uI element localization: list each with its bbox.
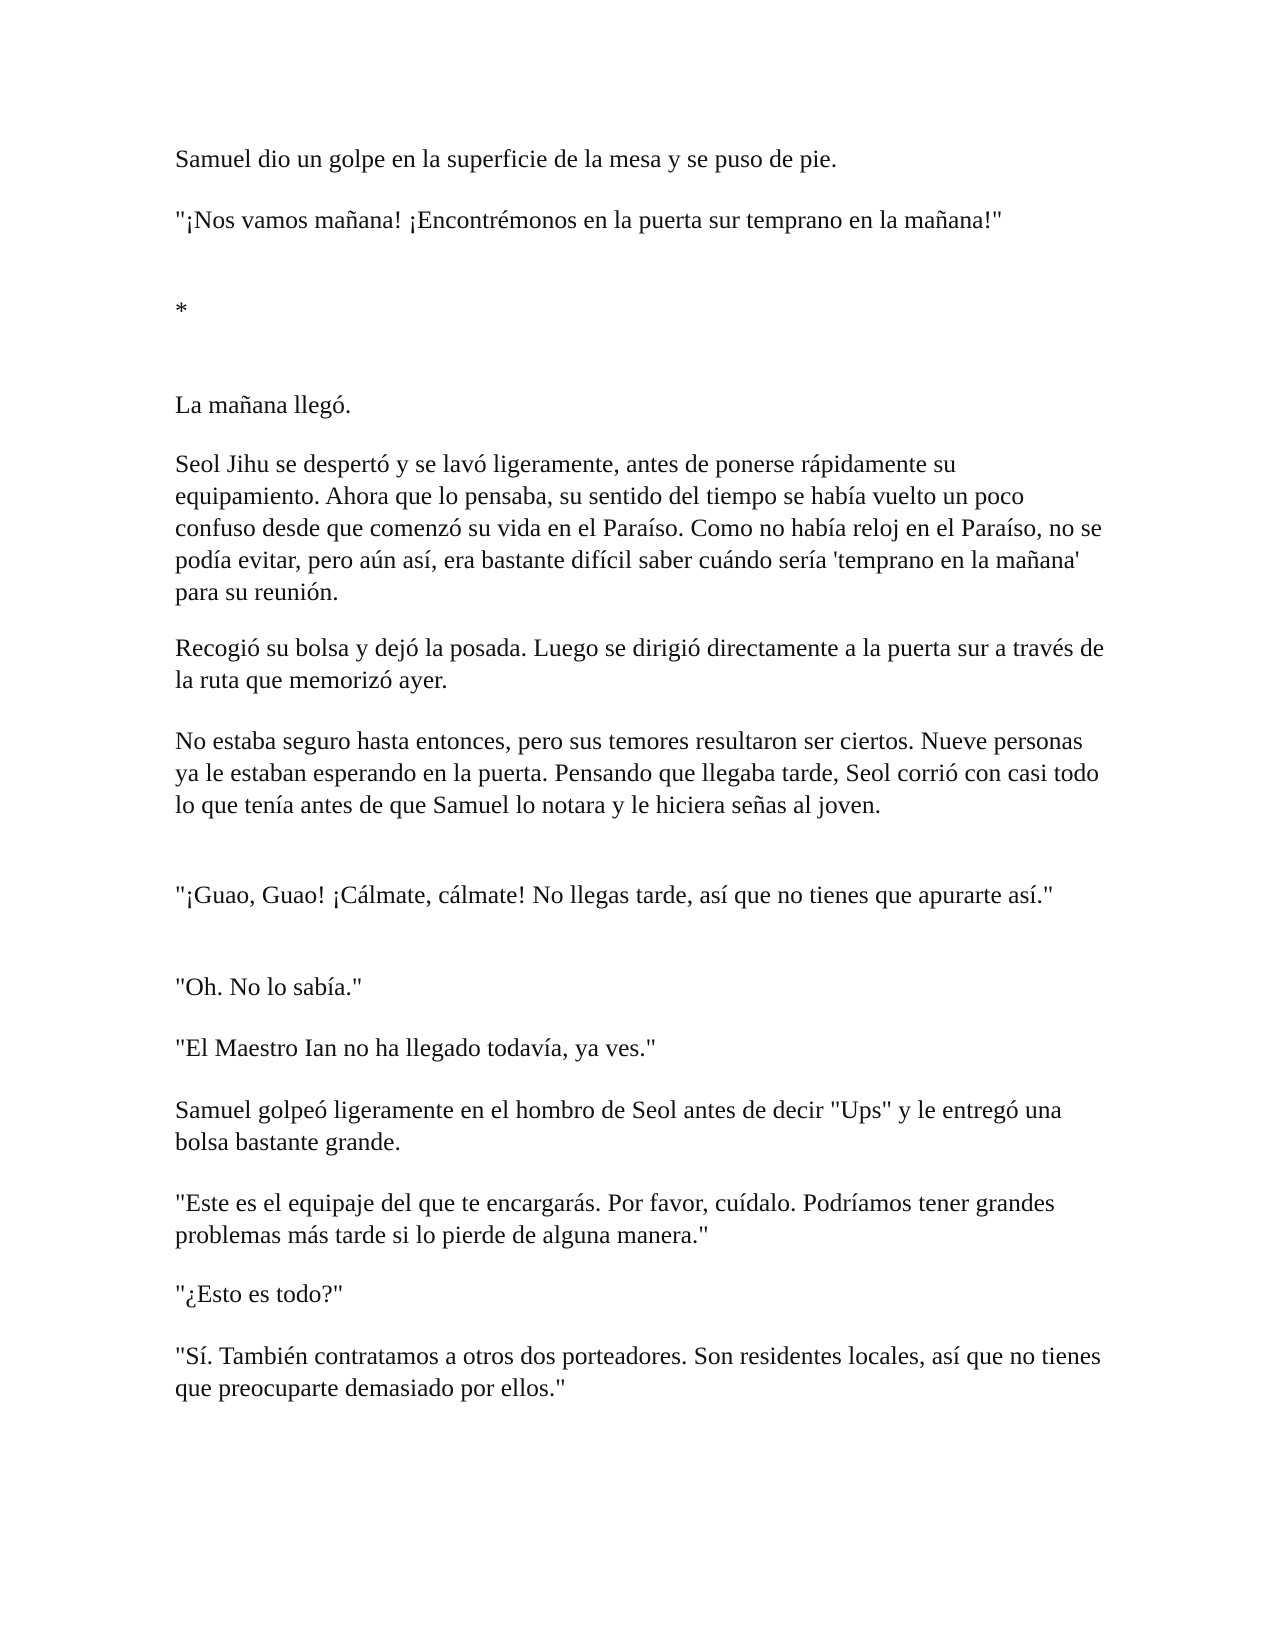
paragraph: No estaba seguro hasta entonces, pero sus temores resultaron ser ciertos. Nueve personas ya le estaban esperando en la puerta. Pensando que llegaba tarde, Seol corrió con casi todo lo que tenía antes de que Samuel lo notara y le hiciera señas al joven.: [175, 726, 1100, 819]
dialogue-paragraph: "¡Nos vamos mañana! ¡Encontrémonos en la puerta sur temprano en la mañana!": [175, 205, 1003, 234]
dialogue-paragraph: "¡Guao, Guao! ¡Cálmate, cálmate! No llegas tarde, así que no tienes que apurarte así.": [175, 880, 1054, 909]
paragraph: Seol Jihu se despertó y se lavó ligeramente, antes de ponerse rápidamente su equipamiento. Ahora que lo pensaba, su sentido del tiempo se había vuelto un poco confuso desde que comenzó su vida en el Paraíso. Como no había reloj en el Paraíso, no se podía evitar, pero aún así, era bastante difícil saber cuándo sería 'temprano en la mañana' para su reunión.: [175, 449, 1102, 606]
dialogue-paragraph: "¿Esto es todo?": [175, 1279, 344, 1308]
paragraph: Recogió su bolsa y dejó la posada. Luego se dirigió directamente a la puerta sur a través de la ruta que memorizó ayer.: [175, 633, 1105, 694]
dialogue-paragraph: "Oh. No lo sabía.": [175, 972, 363, 1001]
paragraph: Samuel golpeó ligeramente en el hombro de Seol antes de decir "Ups" y le entregó una bolsa bastante grande.: [175, 1095, 1062, 1156]
dialogue-paragraph: "Este es el equipaje del que te encargarás. Por favor, cuídalo. Podríamos tener grandes problemas más tarde si lo pierde de alguna manera.": [175, 1188, 1055, 1249]
dialogue-paragraph: "El Maestro Ian no ha llegado todavía, ya ves.": [175, 1033, 657, 1062]
scene-break: *: [175, 296, 188, 325]
paragraph: Samuel dio un golpe en la superficie de la mesa y se puso de pie.: [175, 144, 838, 173]
dialogue-paragraph: "Sí. También contratamos a otros dos porteadores. Son residentes locales, así que no tienes que preocuparte demasiado por ellos.": [175, 1341, 1101, 1402]
paragraph: La mañana llegó.: [175, 390, 352, 419]
